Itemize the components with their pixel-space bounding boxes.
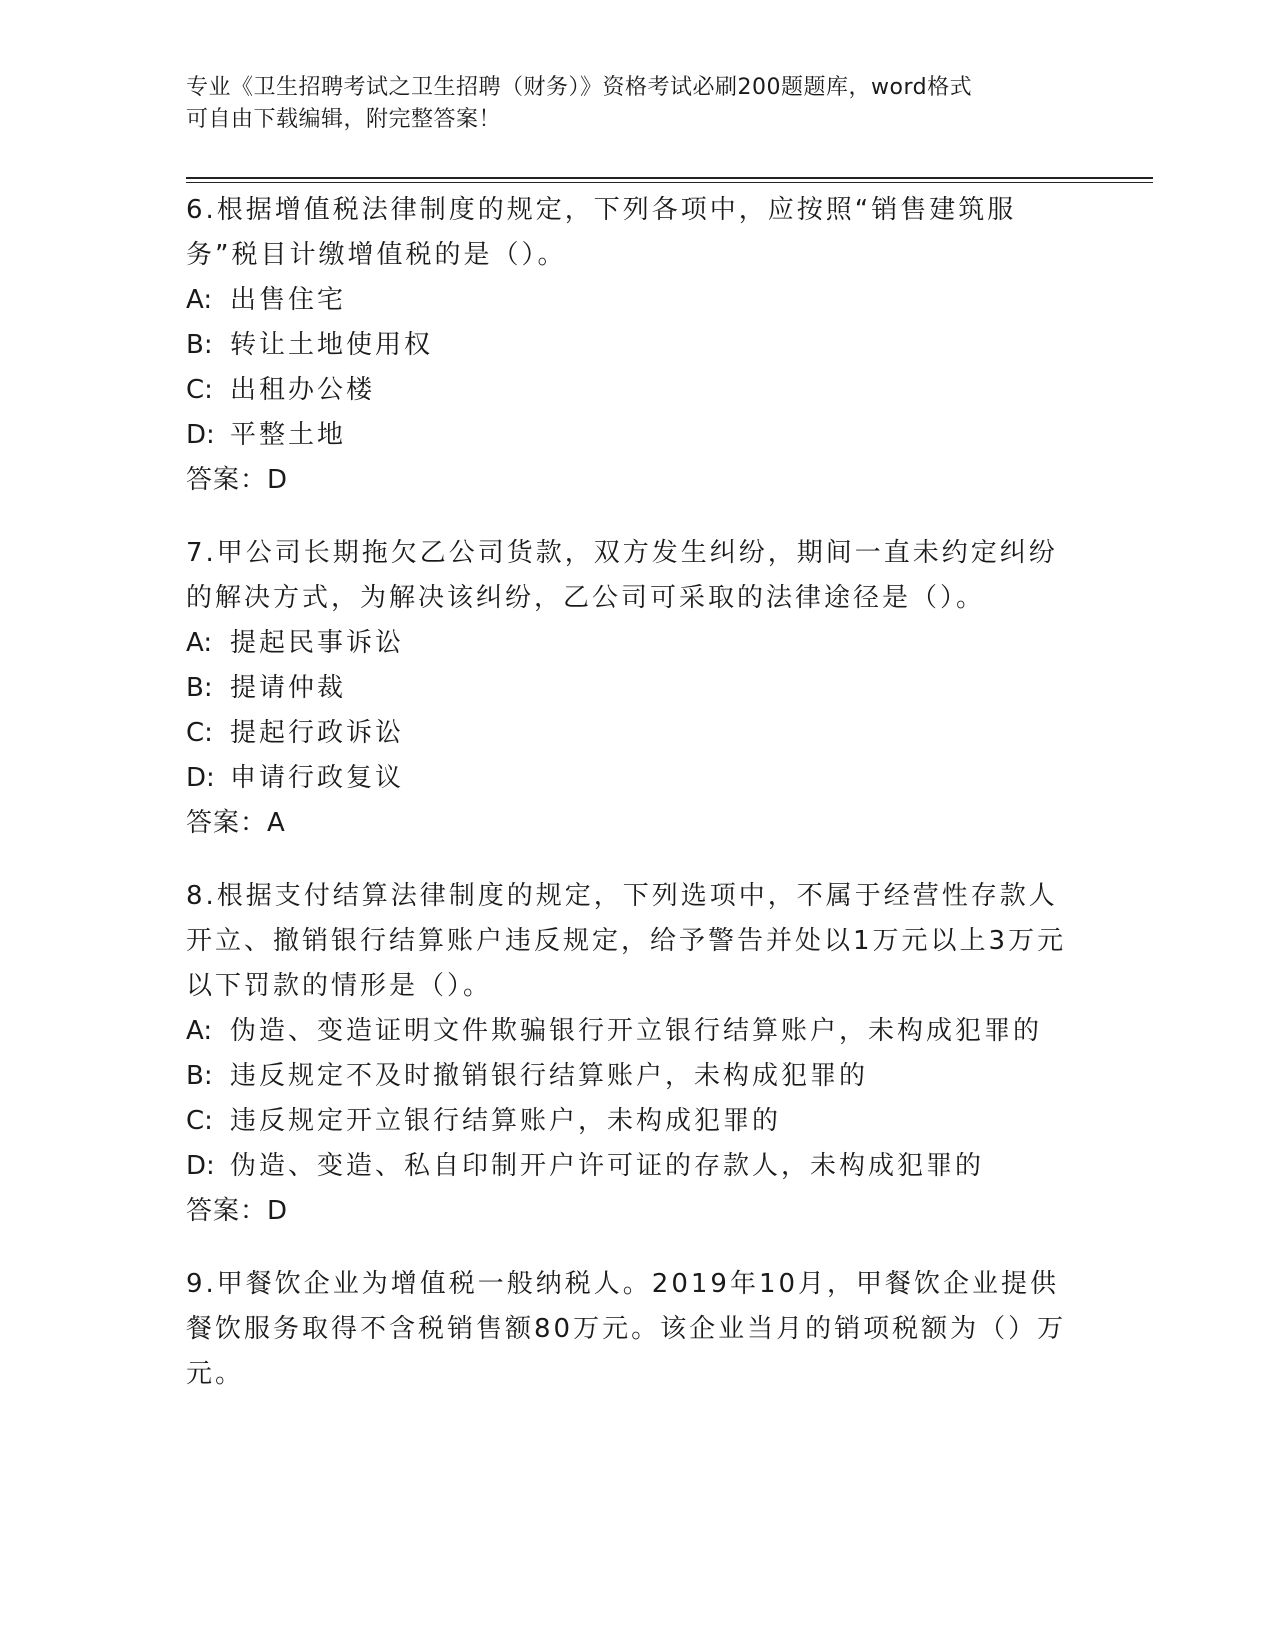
option-c[interactable]	[186, 368, 1086, 413]
question-6	[186, 188, 1086, 503]
question-8	[186, 874, 1086, 1234]
option-b[interactable]	[186, 666, 1086, 711]
option-text: 伪造、变造、私自印制开户许可证的存款人，未构成犯罪的	[230, 1151, 985, 1181]
header-divider-thick	[186, 177, 1153, 179]
question-stem: 7.甲公司长期拖欠乙公司货款，双方发生纠纷，期间一直未约定纠纷的解决方式，为解决该纠纷，乙公司可采取的法律途径是（）。	[186, 538, 1058, 613]
option-letter: A:	[186, 628, 213, 658]
option-text: 申请行政复议	[230, 763, 405, 793]
option-text: 出售住宅	[230, 285, 347, 315]
header-line-1: 专业《卫生招聘考试之卫生招聘（财务）》资格考试必刷200题题库，word格式	[186, 75, 973, 100]
option-text: 平整土地	[230, 420, 347, 450]
question-list	[186, 188, 1086, 1425]
question-stem: 6.根据增值税法律制度的规定，下列各项中，应按照“销售建筑服务”税目计缴增值税的是（）。	[186, 195, 1017, 270]
option-b[interactable]	[186, 1054, 1086, 1099]
option-letter: D:	[186, 763, 215, 793]
option-letter: B:	[186, 673, 213, 703]
option-text: 出租办公楼	[230, 375, 376, 405]
option-a[interactable]	[186, 1009, 1086, 1054]
question-stem: 9.甲餐饮企业为增值税一般纳税人。2019年10月，甲餐饮企业提供餐饮服务取得不含税销售额80万元。该企业当月的销项税额为（）万元。	[186, 1269, 1067, 1389]
option-c[interactable]	[186, 711, 1086, 756]
option-text: 违反规定开立银行结算账户，未构成犯罪的	[230, 1106, 782, 1136]
option-letter: A:	[186, 285, 213, 315]
option-text: 提起行政诉讼	[230, 718, 405, 748]
option-b[interactable]	[186, 323, 1086, 368]
option-d[interactable]	[186, 756, 1086, 801]
option-letter: C:	[186, 375, 213, 405]
option-letter: C:	[186, 718, 213, 748]
option-letter: C:	[186, 1106, 213, 1136]
option-letter: D:	[186, 420, 215, 450]
option-text: 违反规定不及时撤销银行结算账户，未构成犯罪的	[230, 1061, 869, 1091]
answer-line: 答案：D	[186, 465, 289, 495]
question-9	[186, 1262, 1086, 1397]
option-a[interactable]	[186, 621, 1086, 666]
header-line-2: 可自由下载编辑，附完整答案！	[186, 107, 502, 132]
option-letter: D:	[186, 1151, 215, 1181]
document-header	[186, 72, 1066, 136]
option-letter: A:	[186, 1016, 213, 1046]
option-letter: B:	[186, 330, 213, 360]
answer-line: 答案：A	[186, 808, 286, 838]
option-text: 提请仲裁	[230, 673, 347, 703]
header-divider-thin	[186, 182, 1153, 183]
option-d[interactable]	[186, 1144, 1086, 1189]
option-c[interactable]	[186, 1099, 1086, 1144]
option-text: 提起民事诉讼	[230, 628, 405, 658]
option-text: 伪造、变造证明文件欺骗银行开立银行结算账户，未构成犯罪的	[230, 1016, 1043, 1046]
option-d[interactable]	[186, 413, 1086, 458]
option-a[interactable]	[186, 278, 1086, 323]
answer-line: 答案：D	[186, 1196, 289, 1226]
option-text: 转让土地使用权	[230, 330, 434, 360]
option-letter: B:	[186, 1061, 213, 1091]
question-7	[186, 531, 1086, 846]
question-stem: 8.根据支付结算法律制度的规定，下列选项中，不属于经营性存款人开立、撤销银行结算账户违反规定，给予警告并处以1万元以上3万元以下罚款的情形是（）。	[186, 881, 1067, 1001]
